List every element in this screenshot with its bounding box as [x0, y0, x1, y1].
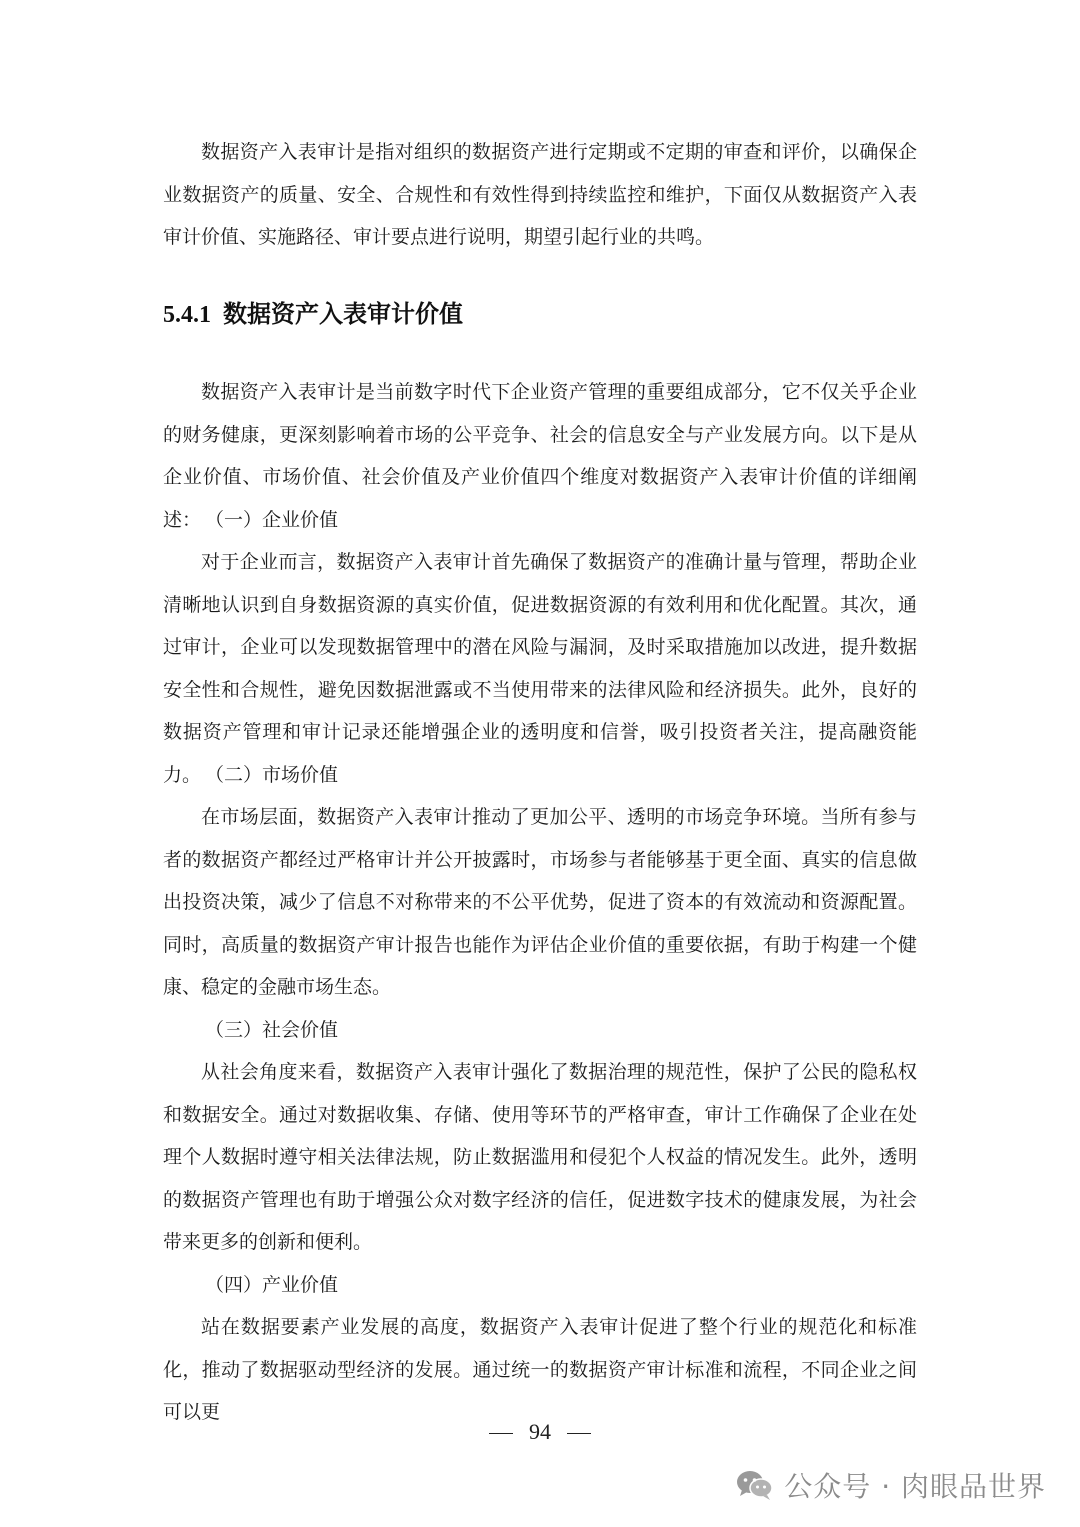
dash-left — [489, 1433, 513, 1434]
subheading-social: （三）社会价值 — [205, 1019, 339, 1041]
page-number: 94 — [529, 1419, 551, 1444]
section-number: 5.4.1 — [163, 302, 211, 328]
market-paragraph: 在市场层面，数据资产入表审计推动了更加公平、透明的市场竞争环境。当所有参与者的数据资产都经过严格审计并公开披露时，市场参与者能够基于更全面、真实的信息做出投资决策，减少了信息不对称带来的不公平优势，促进了资本的有效流动和资源配置。同时，高质量的数据资产审计报告也能作为评估企业价值的重要依据，有助于构建一个健康、稳定的金融市场生态。 — [163, 806, 917, 998]
watermark-text: 公众号 · 肉眼品世界 — [784, 1470, 1046, 1503]
watermark — [736, 1463, 1046, 1507]
wechat-icon — [736, 1469, 774, 1501]
subheading-enterprise: （一）企业价值 — [205, 509, 339, 531]
subheading-market: （二）市场价值 — [205, 764, 339, 786]
section-title: 数据资产入表审计价值 — [223, 300, 463, 328]
dash-right — [567, 1433, 591, 1434]
industry-paragraph: 站在数据要素产业发展的高度，数据资产入表审计促进了整个行业的规范化和标准化，推动了数据驱动型经济的发展。通过统一的数据资产审计标准和流程，不同企业之间可以更 — [163, 1316, 917, 1423]
section-heading — [163, 292, 463, 337]
section-intro-paragraph: 数据资产入表审计是当前数字时代下企业资产管理的重要组成部分，它不仅关乎企业的财务健康，更深刻影响着市场的公平竞争、社会的信息安全与产业发展方向。以下是从企业价值、市场价值、社会价值及产业价值四个维度对数据资产入表审计价值的详细阐述： — [163, 381, 917, 531]
intro-paragraph: 数据资产入表审计是指对组织的数据资产进行定期或不定期的审查和评价，以确保企业数据资产的质量、安全、合规性和有效性得到持续监控和维护，下面仅从数据资产入表审计价值、实施路径、审计要点进行说明，期望引起行业的共鸣。 — [163, 141, 917, 248]
social-paragraph: 从社会角度来看，数据资产入表审计强化了数据治理的规范性，保护了公民的隐私权和数据安全。通过对数据收集、存储、使用等环节的严格审查，审计工作确保了企业在处理个人数据时遵守相关法律法规，防止数据滥用和侵犯个人权益的情况发生。此外，透明的数据资产管理也有助于增强公众对数字经济的信任，促进数字技术的健康发展，为社会带来更多的创新和便利。 — [163, 1061, 917, 1253]
page-number-footer — [0, 1412, 1080, 1452]
subheading-industry: （四）产业价值 — [205, 1274, 339, 1296]
enterprise-paragraph: 对于企业而言，数据资产入表审计首先确保了数据资产的准确计量与管理，帮助企业清晰地认识到自身数据资源的真实价值，促进数据资源的有效利用和优化配置。其次，通过审计，企业可以发现数据管理中的潜在风险与漏洞，及时采取措施加以改进，提升数据安全性和合规性，避免因数据泄露或不当使用带来的法律风险和经济损失。此外，良好的数据资产管理和审计记录还能增强企业的透明度和信誉，吸引投资者关注，提高融资能力。 — [163, 551, 917, 786]
